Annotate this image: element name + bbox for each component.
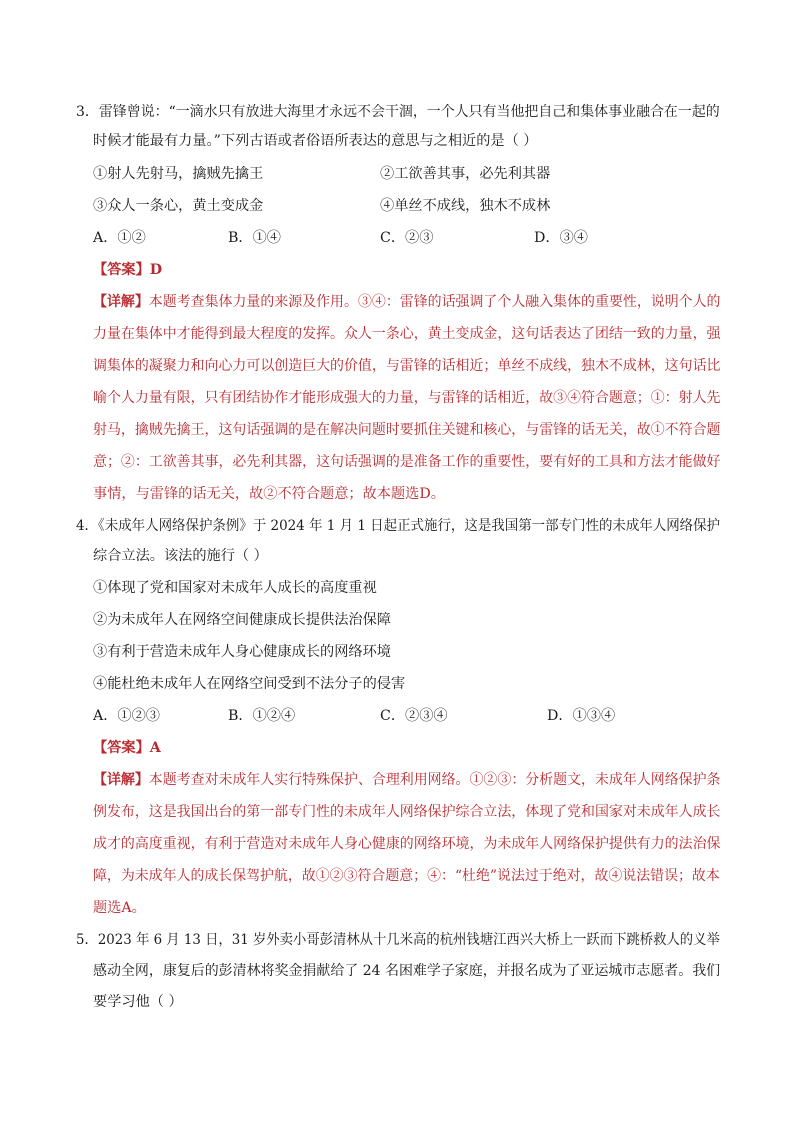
q4-stem-line-1: 4．《未成年人网络保护条例》于 2024 年 1 月 1 日起正式施行，这是我国第一部专门性的未成年人网络保护 — [76, 518, 721, 534]
q4-choice-c: C．②③④ — [380, 708, 448, 724]
q4-item-1: ①体现了党和国家对未成年人成长的高度重视 — [93, 580, 377, 596]
q3-detail-line-6: 意；②：工欲善其事，必先利其器，这句话强调的是准备工作的重要性，要有好的工具和方法才能做好 — [93, 454, 721, 470]
q4-choice-d: D．①③④ — [547, 708, 616, 724]
q5-stem-line-3: 要学习他（ ） — [93, 994, 183, 1010]
q3-detail-text-1: 本题考查集体力量的来源及作用。③④：雷锋的话强调了个人融入集体的重要性，说明个人的 — [148, 294, 721, 310]
q5-stem-line-2: 感动全网，康复后的彭清林将奖金捐献给了 24 名困难学子家庭，并报名成为了亚运城市志愿者。我们 — [93, 963, 721, 979]
q3-detail-line-1 — [93, 292, 720, 312]
q4-answer-value: A — [149, 740, 161, 756]
q4-item-4: ④能杜绝未成年人在网络空间受到不法分子的侵害 — [93, 676, 406, 692]
q3-stem-line-1: 3．雷锋曾说：“一滴水只有放进大海里才永远不会干涸，一个人只有当他把自己和集体事业融合在一起的 — [76, 104, 720, 120]
q3-detail-line-2: 力量在集体中才能得到最大程度的发挥。众人一条心，黄土变成金，这句话表达了团结一致的力量，强 — [93, 326, 721, 342]
q4-detail-line-3: 成才的高度重视，有利于营造对未成年人身心健康的网络环境，为未成年人网络保护提供有力的法治保 — [93, 836, 721, 852]
q4-detail-text-1: 本题考查对未成年人实行特殊保护、合理利用网络。①②③：分析题文，未成年人网络保护条 — [148, 772, 721, 788]
q4-stem-line-2: 综合立法。该法的施行（ ） — [93, 548, 268, 564]
q4-detail-tag: 【详解】 — [93, 772, 149, 788]
q3-detail-line-4: 喻个人力量有限，只有团结协作才能形成强大的力量，与雷锋的话相近，故③④符合题意；①：射人先 — [93, 390, 721, 406]
q3-detail-line-5: 射马，擒贼先擒王，这句话强调的是在解决问题时要抓住关键和核心，与雷锋的话无关，故①不符合题 — [93, 422, 721, 438]
q4-item-3: ③有利于营造未成年人身心健康成长的网络环境 — [93, 644, 391, 660]
q3-detail-line-7: 事情，与雷锋的话无关，故②不符合题意；故本题选D。 — [93, 486, 445, 502]
q4-choice-b: B．①②④ — [228, 708, 296, 724]
q3-detail-line-3: 调集体的凝聚力和向心力可以创造巨大的价值，与雷锋的话相近；单丝不成线，独木不成林，这句话比 — [93, 358, 721, 374]
q4-detail-line-4: 障，为未成年人的成长保驾护航，故①②③符合题意；④：“杜绝”说法过于绝对，故④说法错误；故本 — [93, 868, 720, 884]
q4-choice-a: A．①②③ — [93, 708, 160, 724]
q3-answer-tag: 【答案】 — [93, 262, 150, 278]
q3-choice-b: B．①④ — [228, 230, 281, 246]
q4-detail-line-2: 例发布，这是我国出台的第一部专门性的未成年人网络保护综合立法，体现了党和国家对未成年人成长 — [93, 804, 721, 820]
q3-answer-value: D — [149, 262, 163, 278]
q3-choice-a: A．①② — [93, 230, 146, 246]
q3-item-2: ②工欲善其事，必先利其器 — [380, 166, 551, 182]
q3-item-4: ④单丝不成线，独木不成林 — [380, 198, 551, 214]
q5-stem-line-1: 5．2023 年 6 月 13 日，31 岁外卖小哥彭清林从十几米高的杭州钱塘江西兴大桥上一跃而下跳桥救人的义举 — [76, 932, 720, 948]
q4-item-2: ②为未成年人在网络空间健康成长提供法治保障 — [93, 612, 391, 628]
q3-detail-tag: 【详解】 — [93, 294, 149, 310]
q3-item-3: ③众人一条心，黄土变成金 — [93, 198, 264, 214]
q4-detail-line-1 — [93, 770, 720, 790]
q3-stem-line-2: 时候才能最有力量。”下列古语或者俗语所表达的意思与之相近的是（ ） — [93, 133, 538, 149]
q4-answer-tag: 【答案】 — [93, 740, 150, 756]
q4-answer — [93, 738, 161, 758]
q4-detail-line-5: 题选A。 — [93, 900, 146, 916]
q3-item-1: ①射人先射马，擒贼先擒王 — [93, 166, 264, 182]
q3-choice-d: D．③④ — [534, 230, 588, 246]
q3-choice-c: C．②③ — [380, 230, 434, 246]
q3-answer — [93, 260, 162, 280]
